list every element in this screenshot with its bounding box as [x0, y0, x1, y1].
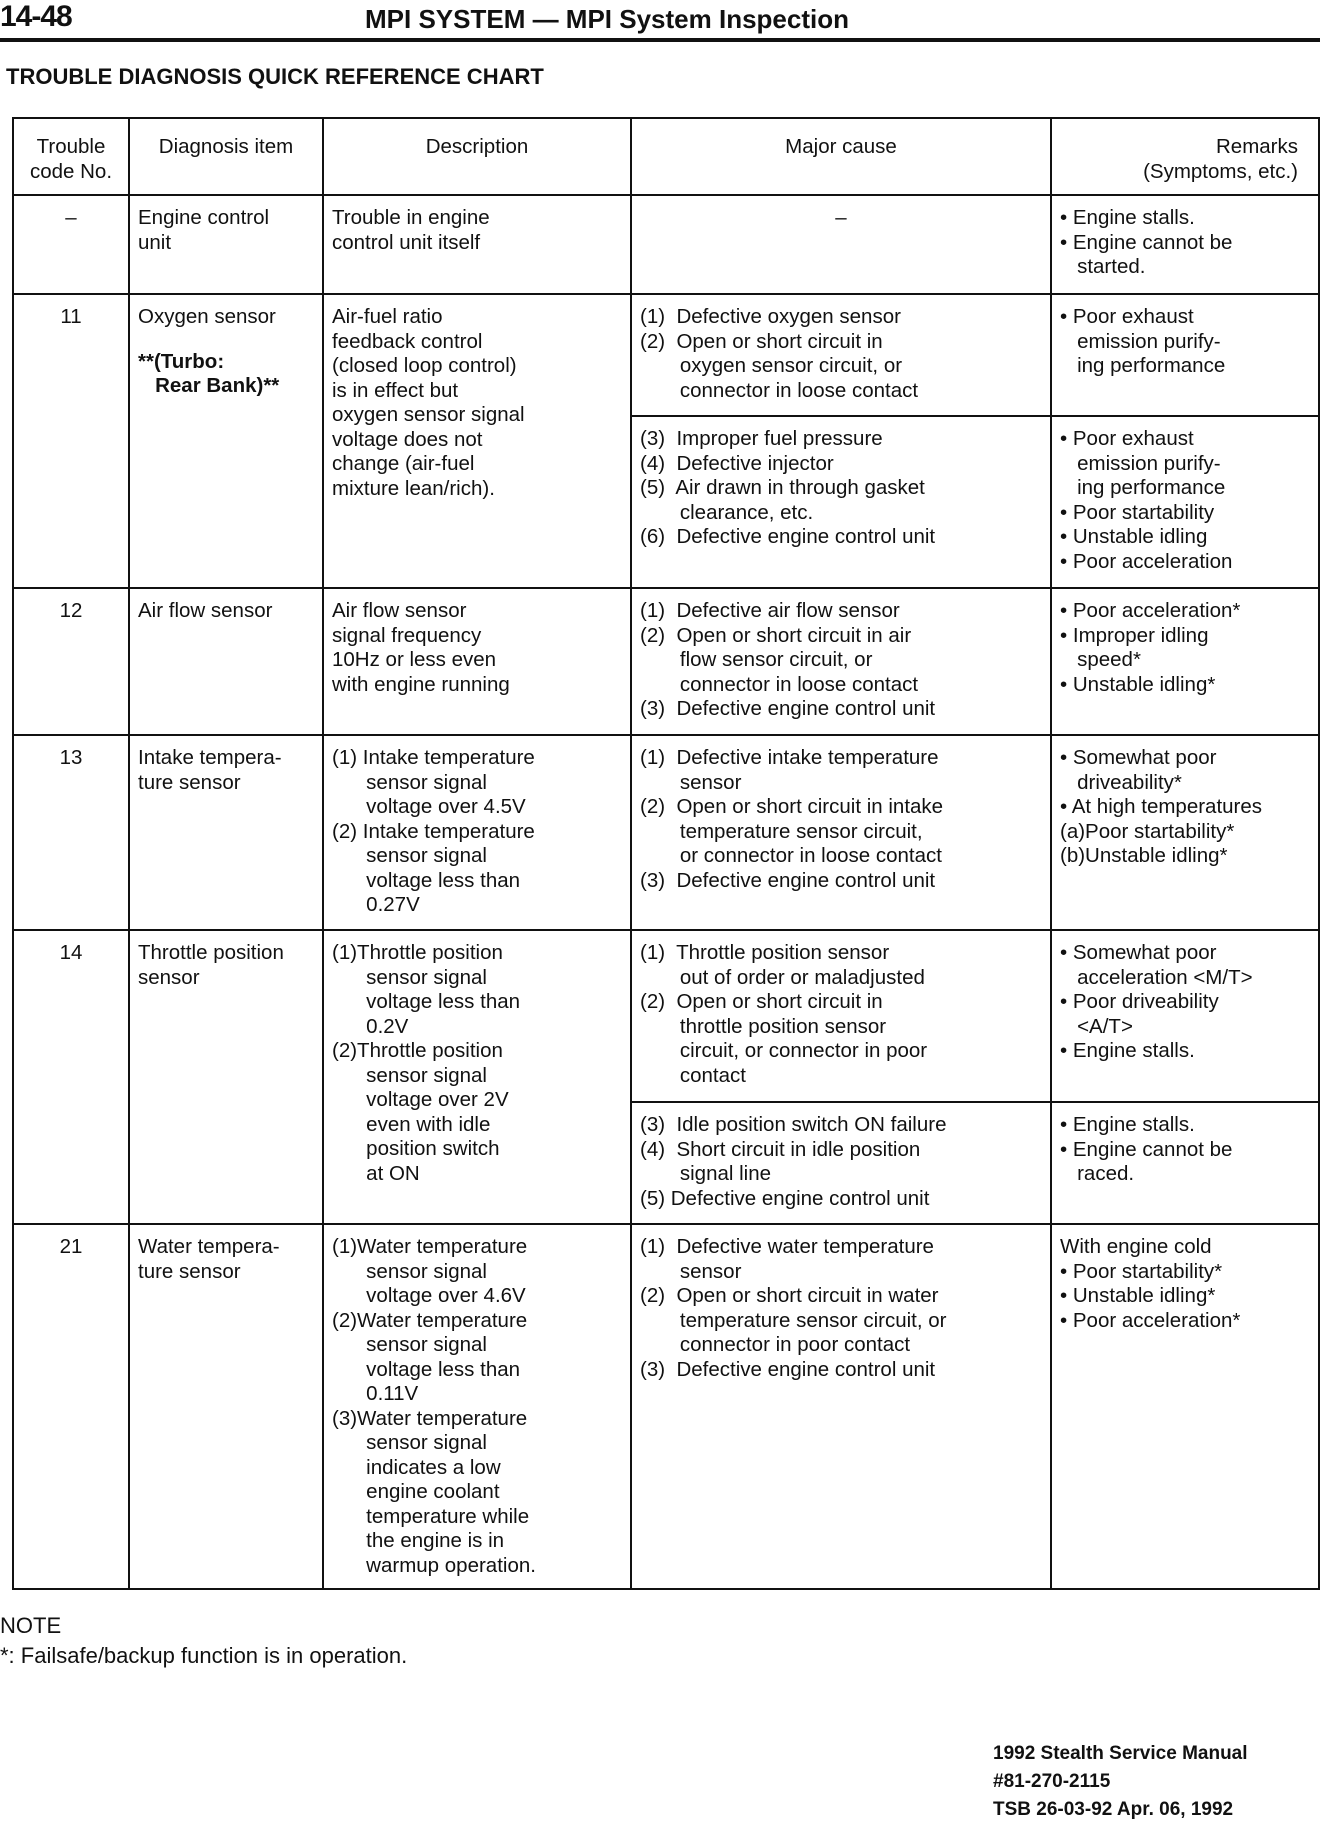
cell-remarks — [1051, 1102, 1319, 1224]
text-line: 13 — [59, 746, 83, 769]
text-line: warmup operation. — [332, 1553, 536, 1577]
text-line: throttle position sensor — [640, 1014, 887, 1038]
text-line: feedback control — [332, 329, 483, 353]
text-line: **(Turbo: — [138, 349, 225, 373]
text-line: sensor signal — [332, 1259, 487, 1283]
text-line: (2) Open or short circuit in — [640, 329, 883, 353]
text-line: raced. — [1060, 1162, 1135, 1185]
text-line: • Engine cannot be — [1060, 230, 1233, 254]
text-line: with engine running — [332, 672, 510, 696]
text-line: 11 — [60, 305, 82, 328]
text-line: • Poor acceleration — [1060, 549, 1233, 573]
text-line: oxygen sensor circuit, or — [640, 354, 903, 377]
footer-manual: 1992 Stealth Service Manual — [993, 1743, 1248, 1764]
table-row — [13, 1224, 1319, 1589]
text-line: Throttle position — [138, 941, 284, 964]
text-line: (1) Defective water temperature — [640, 1235, 934, 1258]
text-line: oxygen sensor signal — [332, 403, 525, 426]
text-line: connector in poor contact — [640, 1333, 911, 1356]
text-line: • Improper idling — [1060, 623, 1209, 647]
text-line: (3) Defective engine control unit — [640, 697, 936, 720]
text-line: 0.11V — [332, 1382, 419, 1405]
text-line: (2) Open or short circuit in intake — [640, 795, 944, 818]
text-line: • Unstable idling — [1060, 525, 1208, 548]
cell-remarks — [1051, 1224, 1319, 1589]
text-line: sensor signal — [332, 965, 487, 989]
text-line: driveability* — [1060, 770, 1182, 794]
text-line: sensor signal — [332, 844, 487, 867]
diagnosis-table — [12, 117, 1320, 1590]
text-line: (4) Short circuit in idle position — [640, 1137, 921, 1161]
text-line: • Engine cannot be — [1060, 1137, 1233, 1161]
cell-item — [129, 588, 323, 735]
text-line: Major cause — [785, 135, 897, 158]
text-line: connector in loose contact — [640, 378, 919, 402]
text-line: sensor signal — [332, 1431, 487, 1454]
table-row — [13, 294, 1319, 416]
text-line: mixture lean/rich). — [332, 476, 495, 500]
text-line: contact — [640, 1063, 746, 1087]
text-line: • Poor startability* — [1060, 1259, 1223, 1283]
text-line: (3) Defective engine control unit — [640, 1357, 936, 1381]
note-heading: NOTE — [0, 1613, 62, 1638]
text-line: 21 — [59, 1235, 83, 1258]
cell-cause — [631, 294, 1051, 416]
text-line: even with idle — [332, 1112, 491, 1136]
cell-cause — [631, 416, 1051, 588]
cell-code — [13, 735, 129, 930]
text-line: – — [835, 206, 847, 229]
text-line: temperature sensor circuit, — [640, 819, 923, 843]
text-line: (b)Unstable idling* — [1060, 844, 1228, 867]
text-line: control unit itself — [332, 230, 481, 254]
text-line: (2) Intake temperature — [332, 819, 535, 843]
text-line: temperature sensor circuit, or — [640, 1308, 947, 1332]
text-line: • Poor acceleration* — [1060, 599, 1241, 622]
text-line: (Symptoms, etc.) — [1143, 159, 1298, 183]
cell-remarks — [1051, 735, 1319, 930]
table-row — [13, 588, 1319, 735]
text-line: sensor signal — [332, 1063, 487, 1087]
text-line: 0.27V — [332, 893, 420, 916]
note-block — [0, 1611, 407, 1671]
text-line: voltage less than — [332, 990, 521, 1013]
text-line: is in effect but — [332, 378, 459, 402]
cell-remarks — [1051, 930, 1319, 1102]
text-line: (5) Defective engine control unit — [640, 1186, 930, 1210]
text-line: temperature while — [332, 1504, 530, 1528]
text-line: Intake tempera- — [138, 746, 282, 769]
text-line: • Somewhat poor — [1060, 941, 1217, 964]
cell-description — [323, 195, 631, 294]
text-line: voltage over 2V — [332, 1088, 509, 1111]
text-line: (1) Defective air flow sensor — [640, 599, 900, 622]
footer-block — [993, 1740, 1248, 1824]
text-line: 0.2V — [332, 1014, 409, 1038]
cell-cause — [631, 1102, 1051, 1224]
text-line: change (air-fuel — [332, 452, 475, 475]
cell-remarks — [1051, 294, 1319, 416]
cell-description — [323, 588, 631, 735]
diagnosis-table-frame — [12, 117, 1318, 1602]
cell-code — [13, 588, 129, 735]
text-line: connector in loose contact — [640, 672, 919, 696]
text-line: <A/T> — [1060, 1014, 1133, 1038]
cell-cause — [631, 930, 1051, 1102]
text-line: Trouble in engine — [332, 206, 490, 229]
text-line: sensor signal — [332, 770, 487, 794]
cell-remarks — [1051, 588, 1319, 735]
page-header — [0, 0, 1320, 40]
text-line: position switch — [332, 1137, 500, 1160]
text-line: voltage over 4.6V — [332, 1284, 526, 1307]
text-line: Trouble — [36, 135, 106, 158]
col-header-description — [323, 118, 631, 195]
text-line: • Poor driveability — [1060, 990, 1219, 1013]
table-row — [13, 930, 1319, 1102]
text-line: Water tempera- — [138, 1235, 280, 1258]
text-line: sensor signal — [332, 1333, 487, 1356]
text-line: sensor — [138, 965, 200, 989]
col-header-item — [129, 118, 323, 195]
text-line: • At high temperatures — [1060, 795, 1263, 818]
note-text: *: Failsafe/backup function is in operation. — [0, 1643, 408, 1668]
cell-cause — [631, 588, 1051, 735]
text-line: at ON — [332, 1161, 420, 1185]
text-line: 10Hz or less even — [332, 648, 497, 671]
cell-code — [13, 930, 129, 1224]
text-line: • Poor startability — [1060, 500, 1215, 524]
text-line: code No. — [29, 159, 113, 183]
cell-remarks — [1051, 195, 1319, 294]
text-line: signal line — [640, 1162, 772, 1185]
col-header-remarks — [1051, 118, 1319, 195]
text-line: (3) Idle position switch ON failure — [640, 1113, 947, 1136]
text-line: (1)Water temperature — [332, 1235, 528, 1258]
text-line: circuit, or connector in poor — [640, 1039, 928, 1062]
text-line: (1)Throttle position — [332, 941, 503, 964]
cell-item — [129, 294, 323, 588]
turbo-note — [138, 350, 314, 399]
text-line: emission purify- — [1060, 451, 1221, 475]
page-number: 14-48 — [0, 0, 72, 33]
cell-description — [323, 294, 631, 588]
text-line: 12 — [59, 599, 83, 622]
cell-description — [323, 1224, 631, 1589]
col-header-code — [13, 118, 129, 195]
text-line: emission purify- — [1060, 329, 1221, 353]
text-line: (closed loop control) — [332, 354, 517, 377]
text-line: (2) Open or short circuit in air — [640, 623, 912, 647]
text-line: started. — [1060, 255, 1146, 278]
cell-description — [323, 735, 631, 930]
text-line: voltage does not — [332, 427, 483, 451]
cell-item — [129, 930, 323, 1224]
text-line: (3)Water temperature — [332, 1406, 528, 1430]
cell-cause — [631, 735, 1051, 930]
text-line: • Engine stalls. — [1060, 1039, 1195, 1062]
text-line: signal frequency — [332, 623, 482, 647]
text-line: (3) Defective engine control unit — [640, 868, 936, 892]
text-line: or connector in loose contact — [640, 844, 942, 867]
text-line: (2) Open or short circuit in water — [640, 1284, 939, 1307]
cell-code — [13, 195, 129, 294]
header-rule — [0, 38, 1320, 42]
col-header-cause — [631, 118, 1051, 195]
text-line: Air flow sensor — [138, 599, 273, 622]
text-line: ture sensor — [138, 1259, 241, 1283]
text-line: • Engine stalls. — [1060, 1113, 1195, 1136]
text-line: With engine cold — [1060, 1235, 1212, 1258]
text-line: voltage less than — [332, 1357, 521, 1381]
cell-remarks — [1051, 416, 1319, 588]
text-line: (1) Defective oxygen sensor — [640, 305, 901, 328]
text-line: • Somewhat poor — [1060, 746, 1217, 769]
text-line: Air flow sensor — [332, 599, 467, 622]
cell-item — [129, 1224, 323, 1589]
text-line: Oxygen sensor — [138, 305, 276, 328]
text-line: (1) Intake temperature — [332, 746, 535, 769]
text-line: • Poor exhaust — [1060, 427, 1194, 450]
cell-code — [13, 1224, 129, 1589]
cell-cause — [631, 1224, 1051, 1589]
cell-code — [13, 294, 129, 588]
text-line: indicates a low — [332, 1455, 501, 1479]
text-line: sensor — [640, 1259, 742, 1283]
text-line: Rear Bank)** — [138, 374, 280, 397]
text-line: ing performance — [1060, 354, 1226, 377]
text-line: voltage over 4.5V — [332, 795, 526, 818]
text-line: 14 — [59, 941, 83, 964]
text-line: • Unstable idling* — [1060, 1284, 1216, 1307]
text-line: (5) Air drawn in through gasket — [640, 476, 925, 499]
text-line: (a)Poor startability* — [1060, 819, 1235, 843]
text-line: ing performance — [1060, 476, 1226, 499]
text-line: Diagnosis item — [158, 135, 294, 158]
text-line: Air-fuel ratio — [332, 305, 443, 328]
text-line: acceleration <M/T> — [1060, 965, 1253, 989]
cell-description — [323, 930, 631, 1224]
text-line: (2)Water temperature — [332, 1308, 528, 1332]
text-line: the engine is in — [332, 1529, 505, 1552]
text-line: (4) Defective injector — [640, 451, 834, 475]
text-line: (2) Open or short circuit in — [640, 990, 883, 1013]
text-line: unit — [138, 230, 172, 254]
text-line: (1) Throttle position sensor — [640, 941, 890, 964]
page-title: MPI SYSTEM — MPI System Inspection — [365, 4, 849, 34]
text-line: clearance, etc. — [640, 500, 814, 524]
text-line: – — [65, 206, 77, 229]
text-line: ture sensor — [138, 770, 241, 794]
text-line: Description — [425, 135, 529, 158]
text-line: speed* — [1060, 648, 1141, 671]
text-line: (1) Defective intake temperature — [640, 746, 939, 769]
text-line: voltage less than — [332, 868, 521, 892]
cell-cause — [631, 195, 1051, 294]
text-line: (2)Throttle position — [332, 1039, 503, 1062]
cell-item — [129, 195, 323, 294]
text-line: sensor — [640, 770, 742, 794]
text-line: • Poor acceleration* — [1060, 1308, 1241, 1332]
footer-tsb: TSB 26-03-92 Apr. 06, 1992 — [993, 1799, 1234, 1820]
text-line: flow sensor circuit, or — [640, 648, 873, 671]
table-row — [13, 735, 1319, 930]
table-row — [13, 195, 1319, 294]
chart-title: TROUBLE DIAGNOSIS QUICK REFERENCE CHART — [6, 64, 544, 89]
text-line: • Engine stalls. — [1060, 206, 1195, 229]
text-line: • Poor exhaust — [1060, 305, 1194, 328]
cell-item — [129, 735, 323, 930]
footer-number: #81-270-2115 — [993, 1771, 1111, 1792]
text-line: Engine control — [138, 206, 270, 229]
text-line: (6) Defective engine control unit — [640, 525, 936, 548]
text-line: • Unstable idling* — [1060, 672, 1216, 696]
text-line: Remarks — [1215, 135, 1298, 158]
table-header-row — [13, 118, 1319, 195]
text-line: (3) Improper fuel pressure — [640, 427, 883, 450]
text-line: out of order or maladjusted — [640, 965, 925, 989]
text-line: engine coolant — [332, 1480, 500, 1503]
